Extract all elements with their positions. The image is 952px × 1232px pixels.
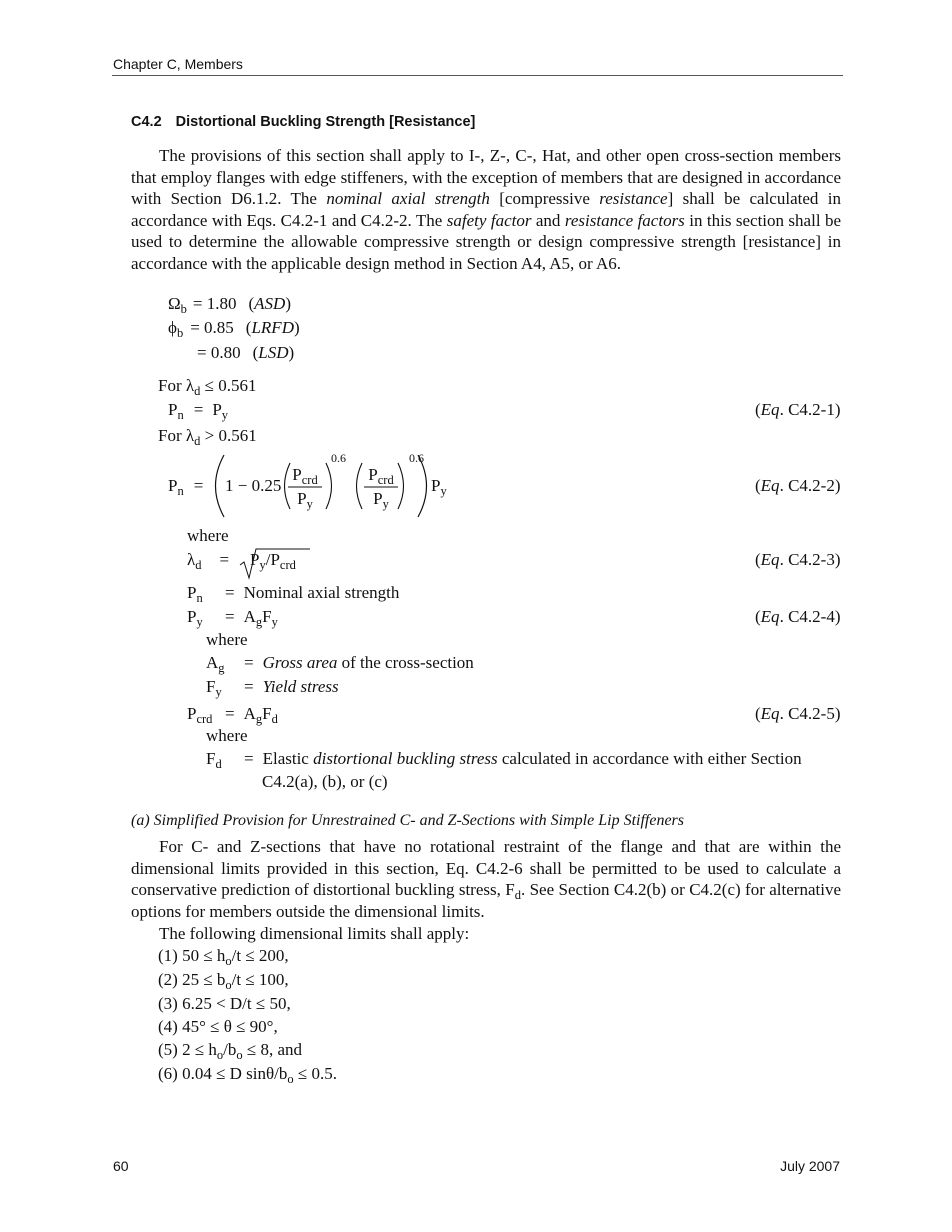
eq4-lhs: $P_y$ <box>187 607 203 629</box>
footer-date: July 2007 <box>780 1158 840 1174</box>
eq-label-5: (Eq. C4.2-5) <box>755 704 841 723</box>
subsection-a-title: (a) Simplified Provision for Unrestrained C- and Z-Sections with Simple Lip Stiffeners <box>131 812 685 829</box>
eq4-rhs: = $A_gF_y$ <box>225 607 278 629</box>
eq-label-1: (Eq. C4.2-1) <box>755 400 841 419</box>
eq3-radicand: $P_y/P_{crd}$ <box>250 550 296 572</box>
where-1: where <box>187 526 229 545</box>
def-fd: = Elastic distortional buckling stress calculated in accordance with either Section <box>244 749 802 768</box>
page-number: 60 <box>113 1158 129 1174</box>
limit-item-2: (2) $25 \le b_o/t \le 100$, <box>158 970 289 992</box>
eq2-num-1: $P_{crd}$ <box>292 465 318 487</box>
eq5-lhs: $P_{crd}$ <box>187 704 213 726</box>
eq2-num-2: $P_{crd}$ <box>368 465 394 487</box>
condition-1: For $\lambda_d \le 0.561$ <box>158 376 257 398</box>
eq2-term: 1 − 0.25 <box>225 476 282 495</box>
intro-italic-4: resistance factors <box>564 210 685 230</box>
eq-label-2: (Eq. C4.2-2) <box>755 476 841 495</box>
eq2-exp-1: 0.6 <box>331 451 346 465</box>
para-a-sub: d <box>514 888 521 902</box>
intro-text-5: in this section shall be used to determine the allowable compressive strength or design compressive strength [resistance] in accordance with the applicable design method in Section A4, A5, or A6. <box>131 210 842 273</box>
equation-1: $P_n = P_y$ <box>168 400 229 422</box>
intro-italic-2: resistance <box>599 189 668 208</box>
eq5-rhs: = $A_gF_d$ <box>225 704 278 726</box>
intro-text-1: The provisions of this section shall apply to I-, Z-, C-, Hat, and other open cross-section members that employ flanges with edge stiffeners, with the exception of members that are designed in accordance with Section D6.1.2. The <box>131 146 841 208</box>
phi-factor: $\phi_b = 0.85$ (LRFD) <box>168 318 300 340</box>
limits-intro: The following dimensional limits shall apply: <box>159 924 470 943</box>
eq-label-4: (Eq. C4.2-4) <box>755 607 841 626</box>
limit-item-1: (1) $50 \le h_o/t \le 200$, <box>158 946 289 968</box>
where-2: where <box>206 630 248 649</box>
para-a-rest: . See Section C4.2(b) or C4.2(c) for alternative options for members outside the dimensional limits. <box>131 880 842 921</box>
intro-italic-3: safety factor <box>446 210 532 230</box>
def-fy-symbol: $F_y$ <box>206 677 222 699</box>
intro-text-2: [compressive <box>489 189 600 208</box>
eq2-den-2: $P_y$ <box>373 489 389 511</box>
running-head: Chapter C, Members <box>113 56 243 72</box>
def-pn-symbol: $P_n$ <box>187 583 203 605</box>
eq2-den-1: $P_y$ <box>297 489 313 511</box>
limit-item-6: (6) 0.04 ≤ D sinθ/$b_o \le 0.5$. <box>158 1064 337 1086</box>
para-a-text: For C- and Z-sections that have no rotational restraint of the flange and that are within the dimensional limits provided in this section, Eq. C4.2-6 shall be permitted to be used to calculate a conservative prediction of distortional buckling stress, F <box>131 837 841 899</box>
section-title-text: Distortional Buckling Strength [Resistance] <box>175 114 476 130</box>
eq2-tail: $P_y$ <box>431 476 447 498</box>
def-fy: = Yield stress <box>244 677 339 696</box>
limit-item-3: (3) 6.25 < D/t ≤ 50, <box>158 994 291 1013</box>
condition-2: For $\lambda_d > 0.561$ <box>158 426 257 448</box>
limit-item-4: (4) 45° ≤ θ ≤ 90°, <box>158 1017 278 1036</box>
def-ag: = Gross area of the cross-section <box>244 653 474 672</box>
section-number: C4.2 <box>131 114 162 130</box>
def-fd-symbol: $F_d$ <box>206 749 222 771</box>
subsection-a-paragraph <box>131 836 841 922</box>
omega-factor: $\Omega_b = 1.80$ (ASD) <box>168 294 291 316</box>
intro-italic-1: nominal axial strength <box>326 189 490 208</box>
intro-text-4: and <box>531 210 565 230</box>
equation-3: $\lambda_d$ = <box>187 550 230 572</box>
def-fd-line2: C4.2(a), (b), or (c) <box>262 772 388 791</box>
eq2-lhs: $P_n$ = <box>168 476 204 498</box>
limit-item-5: (5) $2 \le h_o/b_o \le 8$, and <box>158 1040 303 1062</box>
def-pn: = Nominal axial strength <box>225 583 400 602</box>
phi-factor-lsd: = 0.80 (LSD) <box>197 343 295 362</box>
eq-label-3: (Eq. C4.2-3) <box>755 550 841 569</box>
intro-text-3: ] shall be calculated in accordance with Eqs. C4.2-1 and C4.2-2. The <box>131 189 841 230</box>
eq2-exp-2: 0.6 <box>409 451 424 465</box>
where-3: where <box>206 726 248 745</box>
def-ag-symbol: $A_g$ <box>206 653 225 675</box>
